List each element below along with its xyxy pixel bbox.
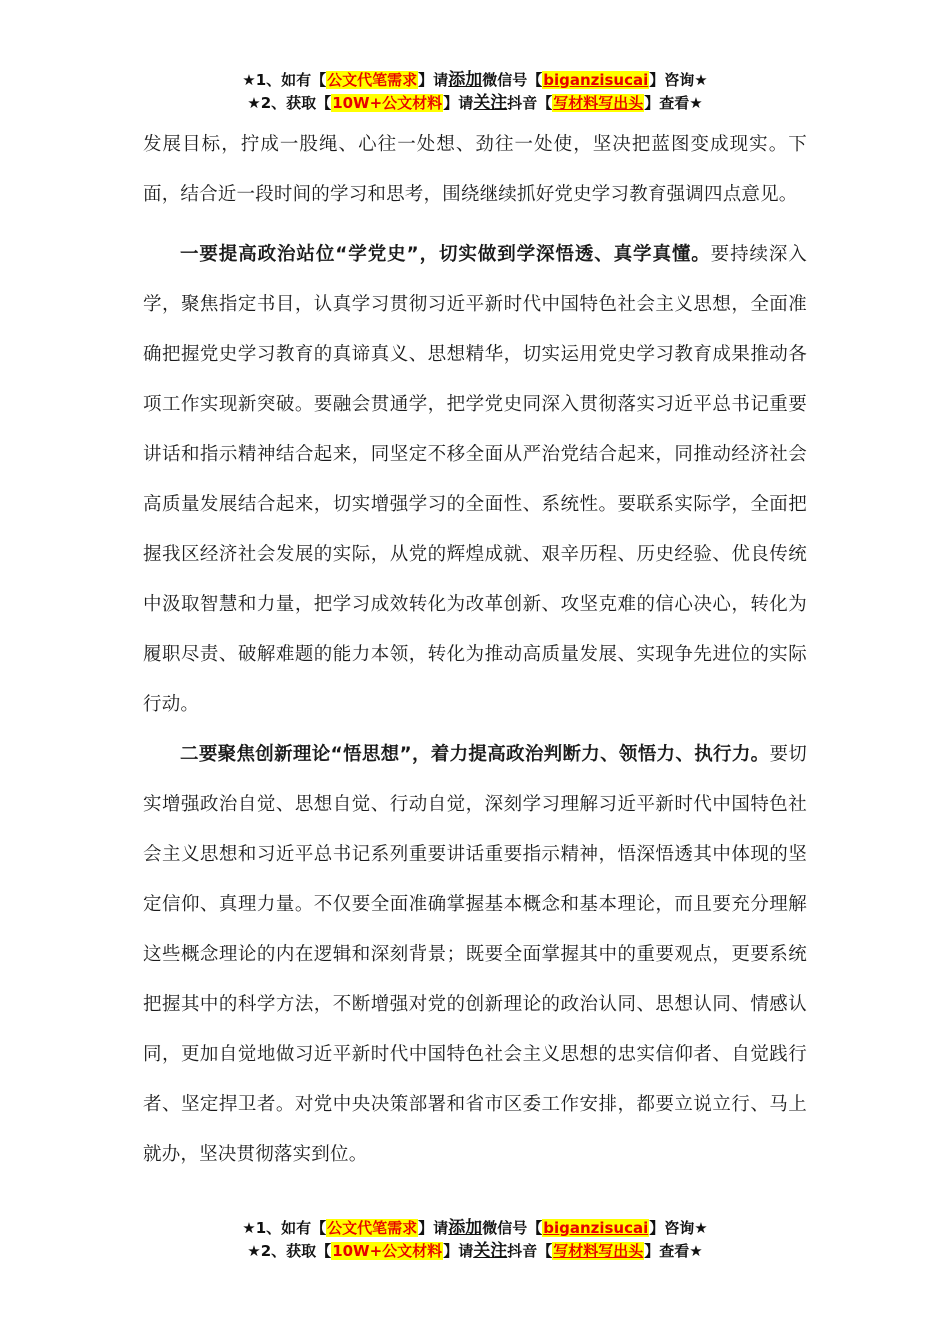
douyin-account-link[interactable]: 写材料写出头 [553,1242,644,1260]
promo-text: 】咨询★ [649,71,708,89]
promo-underline: 关注 [473,93,508,113]
promo-underline: 添加 [448,1218,483,1238]
promo-line-2 [0,92,950,115]
douyin-account-link[interactable]: 写材料写出头 [553,94,644,112]
promo-text: ★2、获取【 [247,94,332,112]
promo-banner-bottom [0,1217,950,1263]
promo-underline: 添加 [448,70,483,90]
point-one-paragraph [143,230,807,730]
point-two-paragraph [143,730,807,1180]
point-one-text [143,230,807,730]
promo-text: 微信号【 [482,1219,543,1237]
promo-underline: 关注 [473,1241,508,1261]
promo-line-1 [0,1217,950,1240]
point-one-heading: 一要提高政治站位“学党史”，切实做到学深悟透、真学真懂。 [180,244,711,265]
promo-line-1 [0,69,950,92]
promo-text: 抖音【 [507,94,553,112]
promo-text: 微信号【 [482,71,543,89]
point-two-heading: 二要聚焦创新理论“悟思想”，着力提高政治判断力、领悟力、执行力。 [180,744,770,765]
promo-highlight: 公文代笔需求 [327,71,418,89]
promo-highlight: 10W+公文材料 [332,1242,443,1260]
promo-text: 】查看★ [644,1242,703,1260]
promo-text: 】请 [418,1219,449,1237]
promo-text: 】咨询★ [649,1219,708,1237]
wechat-id-link[interactable]: biganzisucai [543,1219,649,1237]
wechat-id-link[interactable]: biganzisucai [543,71,649,89]
promo-text: 】查看★ [644,94,703,112]
promo-banner-top [0,69,950,115]
point-two-text [143,730,807,1180]
intro-text: 发展目标，拧成一股绳、心往一处想、劲往一处使，坚决把蓝图变成现实。下面，结合近一段时间的学习和思考，围绕继续抓好党史学习教育强调四点意见。 [143,134,807,205]
promo-line-2 [0,1240,950,1263]
promo-text: ★2、获取【 [247,1242,332,1260]
promo-text: 】请 [418,71,449,89]
promo-text: 抖音【 [507,1242,553,1260]
promo-text: ★1、如有【 [242,71,327,89]
promo-text: ★1、如有【 [242,1219,327,1237]
promo-text: 】请 [443,1242,474,1260]
promo-text: 】请 [443,94,474,112]
promo-highlight: 公文代笔需求 [327,1219,418,1237]
intro-paragraph [143,120,807,220]
point-two-body: 要切实增强政治自觉、思想自觉、行动自觉，深刻学习理解习近平新时代中国特色社会主义思想和习近平总书记系列重要讲话重要指示精神，悟深悟透其中体现的坚定信仰、真理力量。不仅要全面准确掌握基本概念和基本理论，而且要充分理解这些概念理论的内在逻辑和深刻背景；既要全面掌握其中的重要观点，更要系统把握其中的科学方法，不断增强对党的创新理论的政治认同、思想认同、情感认同，更加自觉地做习近平新时代中国特色社会主义思想的忠实信仰者、自觉践行者、坚定捍卫者。对党中央决策部署和省市区委工作安排，都要立说立行、马上就办，坚决贯彻落实到位。 [143,744,807,1165]
promo-highlight: 10W+公文材料 [332,94,443,112]
point-one-body: 要持续深入学，聚焦指定书目，认真学习贯彻习近平新时代中国特色社会主义思想，全面准确把握党史学习教育的真谛真义、思想精华，切实运用党史学习教育成果推动各项工作实现新突破。要融会贯通学，把学党史同深入贯彻落实习近平总书记重要讲话和指示精神结合起来，同坚定不移全面从严治党结合起来，同推动经济社会高质量发展结合起来，切实增强学习的全面性、系统性。要联系实际学，全面把握我区经济社会发展的实际，从党的辉煌成就、艰辛历程、历史经验、优良传统中汲取智慧和力量，把学习成效转化为改革创新、攻坚克难的信心决心，转化为履职尽责、破解难题的能力本领，转化为推动高质量发展、实现争先进位的实际行动。 [143,244,807,715]
